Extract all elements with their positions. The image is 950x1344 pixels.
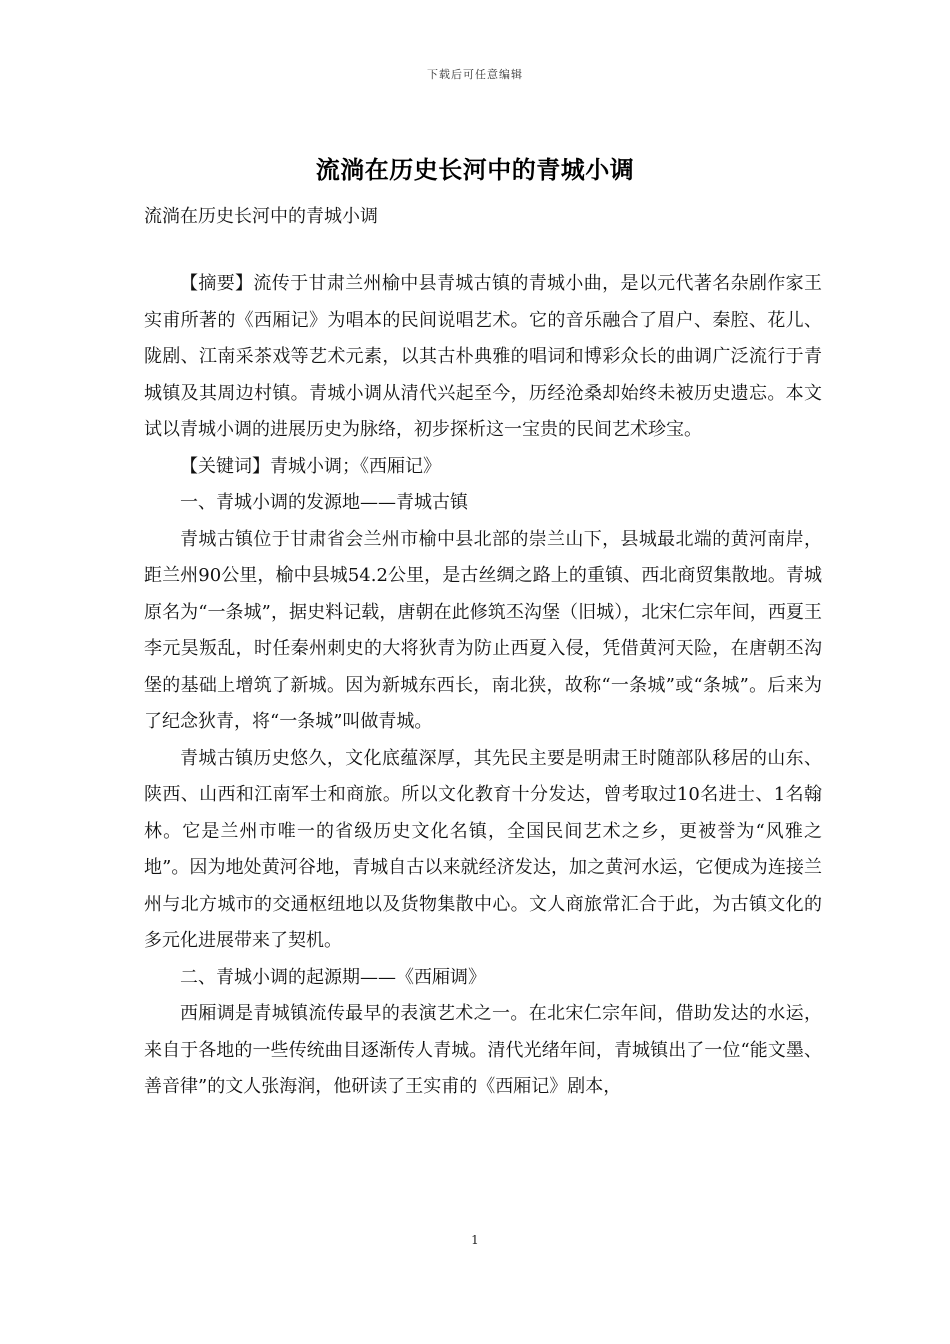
document-subtitle: 流淌在历史长河中的青城小调 <box>144 206 378 227</box>
body-paragraph: 青城古镇位于甘肃省会兰州市榆中县北部的崇兰山下，县城最北端的黄河南岸，距兰州90公里，榆中县城54.2公里，是古丝绸之路上的重镇、西北商贸集散地。青城原名为“一条城”，据史料记载，唐朝在此修筑丕沟堡（旧城），北宋仁宗年间，西夏王李元昊叛乱，时任秦州刺史的大将狄青为防止西夏入侵，凭借黄河天险，在唐朝丕沟堡的基础上增筑了新城。因为新城东西长，南北狭，故称“一条城”或“条城”。后来为了纪念狄青，将“一条城”叫做青城。 <box>144 528 822 732</box>
body-text <box>144 266 822 1106</box>
page-number: 1 <box>471 1233 479 1247</box>
keywords-paragraph: 【关键词】青城小调；《西厢记》 <box>180 455 441 477</box>
section-heading-1: 一、青城小调的发源地——青城古镇 <box>180 492 468 513</box>
section-heading-2: 二、青城小调的起源期——《西厢调》 <box>180 966 486 988</box>
body-paragraph: 西厢调是青城镇流传最早的表演艺术之一。在北宋仁宗年间，借助发达的水运，来自于各地的一些传统曲目逐渐传人青城。清代光绪年间，青城镇出了一位“能文墨、善音律”的文人张海润，他研读了王实甫的《西厢记》剧本， <box>144 1003 822 1097</box>
document-title: 流淌在历史长河中的青城小调 <box>315 155 635 184</box>
body-paragraph: 青城古镇历史悠久，文化底蕴深厚，其先民主要是明肃王时随部队移居的山东、陕西、山西和江南军士和商旅。所以文化教育十分发达，曾考取过10名进士、1名翰林。它是兰州市唯一的省级历史文化名镇，全国民间艺术之乡，更被誉为“风雅之地”。因为地处黄河谷地，青城自古以来就经济发达，加之黄河水运，它便成为连接兰州与北方城市的交通枢纽地以及货物集散中心。文人商旅常汇合于此，为古镇文化的多元化进展带来了契机。 <box>144 747 822 951</box>
header-note: 下载后可任意编辑 <box>427 68 523 81</box>
abstract-paragraph: 【摘要】流传于甘肃兰州榆中县青城古镇的青城小曲，是以元代著名杂剧作家王实甫所著的《西厢记》为唱本的民间说唱艺术。它的音乐融合了眉户、秦腔、花儿、陇剧、江南采茶戏等艺术元素，以其古朴典雅的唱词和博彩众长的曲调广泛流行于青城镇及其周边村镇。青城小调从清代兴起至今，历经沧桑却始终未被历史遗忘。本文试以青城小调的进展历史为脉络，初步探析这一宝贵的民间艺术珍宝。 <box>144 273 822 440</box>
